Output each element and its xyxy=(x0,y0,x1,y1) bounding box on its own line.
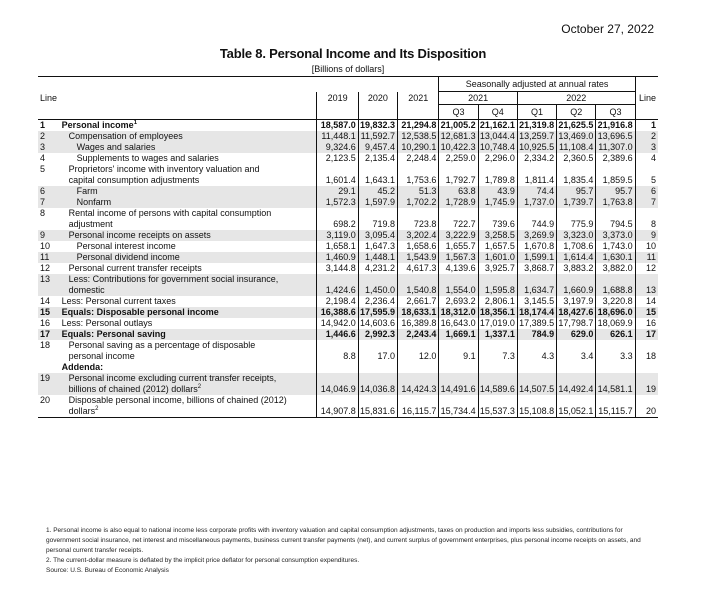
value-cell: 2,259.0 xyxy=(439,153,478,164)
footnotes xyxy=(46,526,646,576)
row-label xyxy=(59,142,317,153)
value-cell: 4,617.3 xyxy=(398,263,439,274)
value-cell: 13,259.7 xyxy=(517,131,556,142)
table-row xyxy=(38,252,658,263)
value-cell: 1,763.8 xyxy=(596,197,635,208)
line-number: 1 xyxy=(40,120,46,130)
value-cell: 3,095.4 xyxy=(358,230,397,241)
line-number-right: 15 xyxy=(635,307,658,318)
row-label-text: Farm xyxy=(76,186,98,196)
value-cell: 11,592.7 xyxy=(358,131,397,142)
table-body xyxy=(38,120,658,418)
value-cell: 19,832.3 xyxy=(358,120,397,132)
value-cell: 14,424.3 xyxy=(398,373,439,395)
row-label xyxy=(59,131,317,142)
table-row xyxy=(38,197,658,208)
value-cell: 3.4 xyxy=(557,340,596,362)
value-cell: 17,595.9 xyxy=(358,307,397,318)
value-cell: 18,174.4 xyxy=(517,307,556,318)
value-cell: 1,708.6 xyxy=(557,241,596,252)
row-label-text: Personal income excluding current transfer receipts, xyxy=(68,373,277,383)
value-cell: 1,739.7 xyxy=(557,197,596,208)
value-cell: 18,633.1 xyxy=(398,307,439,318)
value-cell: 21,916.8 xyxy=(596,120,635,132)
line-number: 4 xyxy=(40,153,46,163)
table-row xyxy=(38,395,658,418)
line-number-right: 2 xyxy=(635,131,658,142)
row-label xyxy=(59,153,317,164)
value-cell: 1,792.7 xyxy=(439,164,478,186)
row-label xyxy=(59,252,317,263)
line-number: 15 xyxy=(38,307,59,318)
value-cell: 1,601.0 xyxy=(478,252,517,263)
value-cell: 3,882.0 xyxy=(596,263,635,274)
value-cell: 18,069.9 xyxy=(596,318,635,329)
value-cell: 2,693.2 xyxy=(439,296,478,307)
quarter-header: Q1 xyxy=(517,105,556,120)
value-cell: 13,469.0 xyxy=(557,131,596,142)
value-cell: 3,373.0 xyxy=(596,230,635,241)
value-cell: 1,657.5 xyxy=(478,241,517,252)
row-label-text: Proprietors' income with inventory valuation and xyxy=(68,164,260,174)
line-number: 13 xyxy=(38,274,59,296)
line-number: 14 xyxy=(40,296,51,306)
quarter-header: Q3 xyxy=(439,105,478,120)
value-cell: 21,005.2 xyxy=(439,120,478,132)
value-cell: 10,925.5 xyxy=(517,142,556,153)
value-cell: 9,457.4 xyxy=(358,142,397,153)
line-number-right: 1 xyxy=(635,120,658,132)
table-row xyxy=(38,373,658,395)
line-number-right: 14 xyxy=(635,296,658,307)
value-cell: 1,702.2 xyxy=(398,197,439,208)
value-cell: 719.8 xyxy=(358,208,397,230)
value-cell: 1,658.1 xyxy=(317,241,358,252)
value-cell: 16,388.6 xyxy=(317,307,358,318)
row-label-text: Personal dividend income xyxy=(76,252,180,262)
addenda-label: Addenda: xyxy=(61,362,104,372)
line-number-right: 4 xyxy=(635,153,658,164)
row-label xyxy=(59,230,317,241)
value-cell: 1,743.0 xyxy=(596,241,635,252)
value-cell: 1,811.4 xyxy=(517,164,556,186)
value-cell: 14,491.6 xyxy=(439,373,478,395)
line-number: 20 xyxy=(38,395,59,418)
value-cell: 4,139.6 xyxy=(439,263,478,274)
quarter-header: Q3 xyxy=(596,105,635,120)
table-title: Table 8. Personal Income and Its Disposition xyxy=(219,46,487,61)
value-cell: 1,670.8 xyxy=(517,241,556,252)
value-cell: 1,859.5 xyxy=(596,164,635,186)
value-cell: 4.3 xyxy=(517,340,556,362)
value-cell: 3,202.4 xyxy=(398,230,439,241)
value-cell: 21,162.1 xyxy=(478,120,517,132)
value-cell: 3.3 xyxy=(596,340,635,362)
value-cell: 18,312.0 xyxy=(439,307,478,318)
value-cell: 2,135.4 xyxy=(358,153,397,164)
line-header-left: Line xyxy=(40,93,58,103)
value-cell: 14,046.9 xyxy=(317,373,358,395)
value-cell: 14,942.0 xyxy=(317,318,358,329)
row-label-text: Compensation of employees xyxy=(68,131,183,141)
table-row xyxy=(38,241,658,252)
value-cell: 2,243.4 xyxy=(398,329,439,340)
value-cell: 1,728.9 xyxy=(439,197,478,208)
value-cell: 8.8 xyxy=(317,340,358,362)
value-cell: 1,597.9 xyxy=(358,197,397,208)
row-label xyxy=(59,164,317,186)
value-cell: 95.7 xyxy=(596,186,635,197)
line-number: 18 xyxy=(40,340,51,350)
value-cell: 3,144.8 xyxy=(317,263,358,274)
value-cell: 3,222.9 xyxy=(439,230,478,241)
value-cell: 1,337.1 xyxy=(478,329,517,340)
line-number-right: 9 xyxy=(635,230,658,241)
seasonal-header: Seasonally adjusted at annual rates xyxy=(439,77,635,92)
value-cell: 784.9 xyxy=(517,329,556,340)
value-cell: 1,753.6 xyxy=(398,164,439,186)
value-cell: 15,734.4 xyxy=(439,395,478,418)
footnote-marker: 1 xyxy=(133,120,138,126)
row-label-text-cont: billions of chained (2012) dollars xyxy=(68,384,198,394)
value-cell: 14,589.6 xyxy=(478,373,517,395)
value-cell: 3,868.7 xyxy=(517,263,556,274)
table-row xyxy=(38,120,658,132)
source-note: Source: U.S. Bureau of Economic Analysis xyxy=(46,567,169,574)
row-label-text: Personal income receipts on assets xyxy=(68,230,211,240)
line-number: 11 xyxy=(38,252,59,263)
footnote-marker: 2 xyxy=(95,406,99,412)
line-number-right: 10 xyxy=(635,241,658,252)
value-cell: 21,319.8 xyxy=(517,120,556,132)
line-number: 8 xyxy=(40,208,46,218)
value-cell: 16,389.8 xyxy=(398,318,439,329)
value-cell: 1,540.8 xyxy=(398,274,439,296)
value-cell: 3,925.7 xyxy=(478,263,517,274)
line-number: 2 xyxy=(38,131,59,142)
row-label xyxy=(59,186,317,197)
value-cell: 744.9 xyxy=(517,208,556,230)
value-cell: 2,661.7 xyxy=(398,296,439,307)
value-cell: 2,296.0 xyxy=(478,153,517,164)
row-label xyxy=(59,120,317,132)
table-row xyxy=(38,142,658,153)
line-number-right: 3 xyxy=(635,142,658,153)
units-note: [Billions of dollars] xyxy=(311,64,385,74)
row-label-text: Less: Personal current taxes xyxy=(61,296,176,306)
value-cell: 12.0 xyxy=(398,340,439,362)
value-cell: 1,599.1 xyxy=(517,252,556,263)
row-label-text: Personal interest income xyxy=(76,241,176,251)
line-number-right: 5 xyxy=(635,164,658,186)
value-cell: 2,248.4 xyxy=(398,153,439,164)
row-label-text: Personal income xyxy=(61,120,134,130)
value-cell: 14,492.4 xyxy=(557,373,596,395)
row-label xyxy=(59,373,317,395)
value-cell: 15,831.6 xyxy=(358,395,397,418)
line-number-right: 7 xyxy=(635,197,658,208)
row-label-text: Personal current transfer receipts xyxy=(68,263,202,273)
value-cell: 1,446.6 xyxy=(317,329,358,340)
value-cell: 12,681.3 xyxy=(439,131,478,142)
value-cell: 15,537.3 xyxy=(478,395,517,418)
row-label xyxy=(59,340,317,362)
table-row xyxy=(38,208,658,230)
value-cell: 18,427.6 xyxy=(557,307,596,318)
value-cell: 1,554.0 xyxy=(439,274,478,296)
value-cell: 1,424.6 xyxy=(317,274,358,296)
row-label xyxy=(59,208,317,230)
value-cell: 3,883.2 xyxy=(557,263,596,274)
value-cell: 722.7 xyxy=(439,208,478,230)
value-cell: 51.3 xyxy=(398,186,439,197)
value-cell: 16,643.0 xyxy=(439,318,478,329)
value-cell: 10,422.3 xyxy=(439,142,478,153)
line-number: 10 xyxy=(40,241,51,251)
row-label-text-cont: capital consumption adjustments xyxy=(68,175,200,185)
value-cell: 16,115.7 xyxy=(398,395,439,418)
value-cell: 13,696.5 xyxy=(596,131,635,142)
value-cell: 1,669.1 xyxy=(439,329,478,340)
row-label-text: Supplements to wages and salaries xyxy=(76,153,219,163)
value-cell: 1,688.8 xyxy=(596,274,635,296)
value-cell: 10,748.4 xyxy=(478,142,517,153)
value-cell: 3,197.9 xyxy=(557,296,596,307)
row-label xyxy=(59,197,317,208)
line-number: 9 xyxy=(38,230,59,241)
report-date: October 27, 2022 xyxy=(561,22,654,36)
row-label-text: Equals: Disposable personal income xyxy=(61,307,219,317)
value-cell: 1,614.4 xyxy=(557,252,596,263)
value-cell: 3,258.5 xyxy=(478,230,517,241)
row-label xyxy=(59,263,317,274)
table-row xyxy=(38,263,658,274)
value-cell: 794.5 xyxy=(596,208,635,230)
value-cell: 18,356.1 xyxy=(478,307,517,318)
addenda-row xyxy=(38,362,658,373)
value-cell: 11,307.0 xyxy=(596,142,635,153)
value-cell: 3,220.8 xyxy=(596,296,635,307)
value-cell: 1,634.7 xyxy=(517,274,556,296)
table-row xyxy=(38,329,658,340)
table-row xyxy=(38,186,658,197)
personal-income-table xyxy=(38,76,658,418)
year-header: 2019 xyxy=(317,92,358,105)
value-cell: 18,696.0 xyxy=(596,307,635,318)
line-number-right: 11 xyxy=(635,252,658,263)
value-cell: 1,601.4 xyxy=(317,164,358,186)
value-cell: 43.9 xyxy=(478,186,517,197)
value-cell: 2,360.5 xyxy=(557,153,596,164)
value-cell: 2,236.4 xyxy=(358,296,397,307)
value-cell: 63.8 xyxy=(439,186,478,197)
line-number-right: 19 xyxy=(635,373,658,395)
value-cell: 14,581.1 xyxy=(596,373,635,395)
value-cell: 1,658.6 xyxy=(398,241,439,252)
value-cell: 2,123.5 xyxy=(317,153,358,164)
income-table-container xyxy=(38,76,658,418)
line-number: 19 xyxy=(38,373,59,395)
table-row xyxy=(38,307,658,318)
value-cell: 1,660.9 xyxy=(557,274,596,296)
value-cell: 2,198.4 xyxy=(317,296,358,307)
value-cell: 45.2 xyxy=(358,186,397,197)
value-cell: 17,798.7 xyxy=(557,318,596,329)
year-header-2021: 2021 xyxy=(439,92,518,105)
table-row xyxy=(38,340,658,362)
line-number: 16 xyxy=(40,318,51,328)
value-cell: 3,145.5 xyxy=(517,296,556,307)
value-cell: 1,567.3 xyxy=(439,252,478,263)
value-cell: 11,108.4 xyxy=(557,142,596,153)
value-cell: 18,587.0 xyxy=(317,120,358,132)
line-number: 12 xyxy=(40,263,51,273)
value-cell: 4,231.2 xyxy=(358,263,397,274)
line-number: 3 xyxy=(38,142,59,153)
row-label-text-cont: dollars xyxy=(68,406,96,416)
line-number: 17 xyxy=(38,329,59,340)
value-cell: 739.6 xyxy=(478,208,517,230)
footnote-marker: 2 xyxy=(197,384,202,390)
value-cell: 14,907.8 xyxy=(317,395,358,418)
value-cell: 15,115.7 xyxy=(596,395,635,418)
value-cell: 21,294.8 xyxy=(398,120,439,132)
value-cell: 3,119.0 xyxy=(317,230,358,241)
row-label xyxy=(59,274,317,296)
value-cell: 2,334.2 xyxy=(517,153,556,164)
row-label xyxy=(59,329,317,340)
row-label-text: Personal saving as a percentage of disposable xyxy=(68,340,256,350)
year-header: 2020 xyxy=(358,92,397,105)
row-label xyxy=(59,241,317,252)
value-cell: 9.1 xyxy=(439,340,478,362)
value-cell: 14,507.5 xyxy=(517,373,556,395)
value-cell: 1,595.8 xyxy=(478,274,517,296)
table-row xyxy=(38,131,658,142)
table-header xyxy=(38,77,658,120)
value-cell: 1,630.1 xyxy=(596,252,635,263)
value-cell: 1,448.1 xyxy=(358,252,397,263)
line-number: 6 xyxy=(38,186,59,197)
quarter-header: Q4 xyxy=(478,105,517,120)
value-cell: 29.1 xyxy=(317,186,358,197)
value-cell: 775.9 xyxy=(557,208,596,230)
row-label-text: Nonfarm xyxy=(76,197,112,207)
table-row xyxy=(38,230,658,241)
row-label-text-cont: personal income xyxy=(68,351,135,361)
table-row xyxy=(38,153,658,164)
year-header: 2021 xyxy=(398,92,439,105)
value-cell: 723.8 xyxy=(398,208,439,230)
table-row xyxy=(38,296,658,307)
line-number-right: 12 xyxy=(635,263,658,274)
value-cell: 1,643.1 xyxy=(358,164,397,186)
row-label-text-cont: adjustment xyxy=(68,219,113,229)
row-label xyxy=(59,307,317,318)
value-cell: 2,389.6 xyxy=(596,153,635,164)
value-cell: 17,389.5 xyxy=(517,318,556,329)
value-cell: 14,603.6 xyxy=(358,318,397,329)
value-cell: 2,992.3 xyxy=(358,329,397,340)
row-label-text: Less: Contributions for government social insurance, xyxy=(68,274,279,284)
line-number: 5 xyxy=(40,164,46,174)
footnote-2: 2. The current-dollar measure is deflated by the implicit price deflator for personal consumption expenditures. xyxy=(46,557,360,564)
value-cell: 1,835.4 xyxy=(557,164,596,186)
value-cell: 10,290.1 xyxy=(398,142,439,153)
table-row xyxy=(38,164,658,186)
quarter-header: Q2 xyxy=(557,105,596,120)
value-cell: 13,044.4 xyxy=(478,131,517,142)
value-cell: 1,460.9 xyxy=(317,252,358,263)
value-cell: 3,269.9 xyxy=(517,230,556,241)
value-cell: 17,019.0 xyxy=(478,318,517,329)
line-header-right: Line xyxy=(635,92,658,105)
year-header-2022: 2022 xyxy=(517,92,635,105)
row-label-text: Rental income of persons with capital consumption xyxy=(68,208,272,218)
row-label-text: Wages and salaries xyxy=(76,142,156,152)
value-cell: 14,036.8 xyxy=(358,373,397,395)
line-number-right: 16 xyxy=(635,318,658,329)
value-cell: 15,052.1 xyxy=(557,395,596,418)
row-label-text: Equals: Personal saving xyxy=(61,329,166,339)
line-number-right: 18 xyxy=(635,340,658,362)
value-cell: 17.0 xyxy=(358,340,397,362)
row-label-text: Less: Personal outlays xyxy=(61,318,153,328)
table-row xyxy=(38,274,658,296)
value-cell: 15,108.8 xyxy=(517,395,556,418)
line-number-right: 8 xyxy=(635,208,658,230)
value-cell: 626.1 xyxy=(596,329,635,340)
value-cell: 1,655.7 xyxy=(439,241,478,252)
line-number-right: 20 xyxy=(635,395,658,418)
value-cell: 74.4 xyxy=(517,186,556,197)
value-cell: 1,543.9 xyxy=(398,252,439,263)
value-cell: 1,647.3 xyxy=(358,241,397,252)
line-number-right: 13 xyxy=(635,274,658,296)
value-cell: 629.0 xyxy=(557,329,596,340)
row-label xyxy=(59,395,317,418)
value-cell: 11,448.1 xyxy=(317,131,358,142)
value-cell: 698.2 xyxy=(317,208,358,230)
table-row xyxy=(38,318,658,329)
value-cell: 1,450.0 xyxy=(358,274,397,296)
row-label xyxy=(59,318,317,329)
value-cell: 9,324.6 xyxy=(317,142,358,153)
value-cell: 1,737.0 xyxy=(517,197,556,208)
value-cell: 12,538.5 xyxy=(398,131,439,142)
value-cell: 1,572.3 xyxy=(317,197,358,208)
table-subtitle xyxy=(0,64,706,74)
line-number-right: 17 xyxy=(635,329,658,340)
value-cell: 95.7 xyxy=(557,186,596,197)
value-cell: 1,745.9 xyxy=(478,197,517,208)
value-cell: 21,625.5 xyxy=(557,120,596,132)
row-label xyxy=(59,296,317,307)
value-cell: 3,323.0 xyxy=(557,230,596,241)
value-cell: 1,789.8 xyxy=(478,164,517,186)
line-number: 7 xyxy=(38,197,59,208)
row-label-text-cont: domestic xyxy=(68,285,105,295)
value-cell: 7.3 xyxy=(478,340,517,362)
row-label-text: Disposable personal income, billions of chained (2012) xyxy=(68,395,287,405)
value-cell: 2,806.1 xyxy=(478,296,517,307)
footnote-1: 1. Personal income is also equal to national income less corporate profits with inventory valuation and capital consumption adjustments, taxes on production and imports less subsidies, contributions for government social insurance, net interest and miscellaneous payments, business current transfer payments (net), and current surplus of government enterprises, plus personal income receipts on assets, and personal current transfer receipts. xyxy=(46,527,641,554)
line-number-right: 6 xyxy=(635,186,658,197)
